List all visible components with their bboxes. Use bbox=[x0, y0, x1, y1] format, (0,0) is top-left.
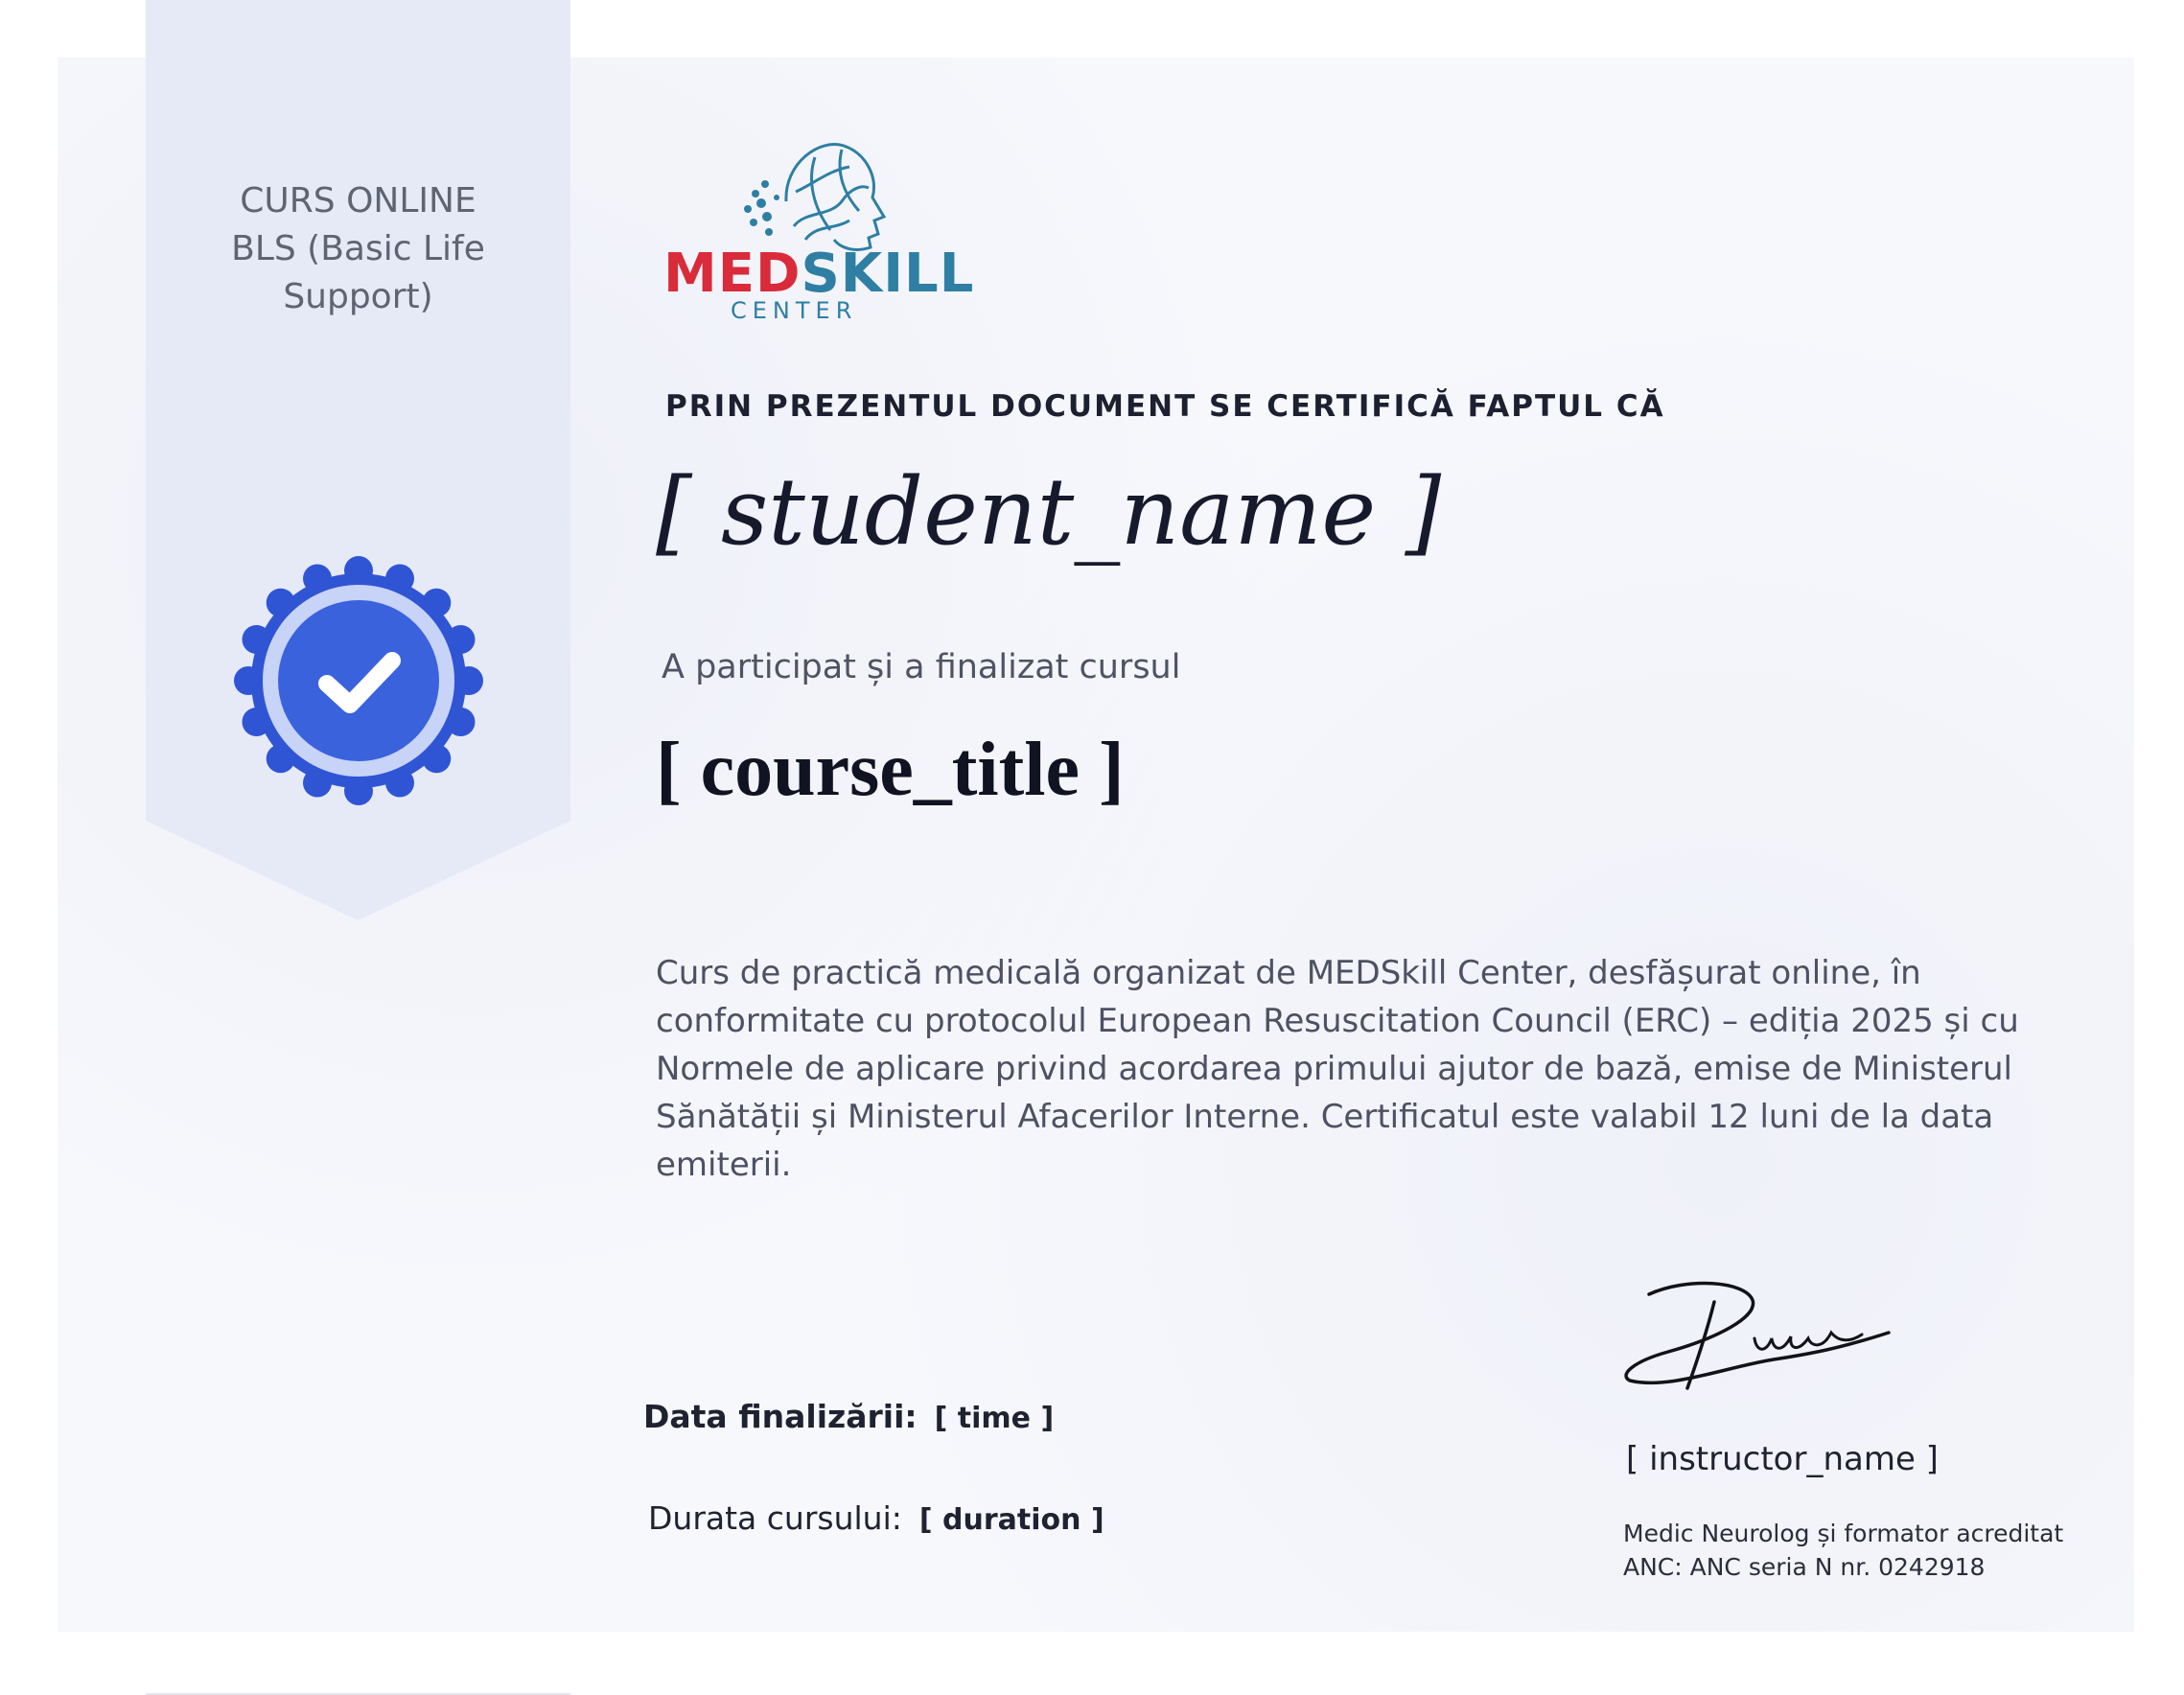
course-duration-row bbox=[648, 1499, 1104, 1537]
completion-date-value: [ time ] bbox=[934, 1402, 1055, 1435]
instructor-credentials-line1: Medic Neurolog și formator acreditat bbox=[1623, 1520, 2064, 1547]
instructor-credentials bbox=[1623, 1517, 2063, 1584]
completion-date-row bbox=[643, 1398, 1054, 1435]
course-duration-label: Durata cursului: bbox=[648, 1499, 902, 1537]
instructor-name: [ instructor_name ] bbox=[1626, 1440, 1939, 1478]
course-duration-value: [ duration ] bbox=[918, 1503, 1104, 1537]
brand-wordmark-blue: SKILL bbox=[801, 243, 975, 305]
instructor-credentials-line2: ANC: ANC seria N nr. 0242918 bbox=[1623, 1553, 1986, 1581]
student-name: [ student_name ] bbox=[656, 458, 1442, 566]
completion-date-label: Data finalizării: bbox=[643, 1398, 918, 1435]
course-description: Curs de practică medicală organizat de MEDSkill Center, desfășurat online, în conformitate cu protocolul European Resuscitation Council (ERC) – ediția 2025 și cu Normele de aplicare privind acordarea primului ajutor de bază, emise de Ministerul Sănătății și Ministerul Afacerilor Interne. Certificatul este valabil 12 luni de la data emiterii. bbox=[656, 954, 2019, 1184]
certificate-intro: PRIN PREZENTUL DOCUMENT SE CERTIFICĂ FAPTUL CĂ bbox=[665, 389, 1665, 424]
participation-statement: A participat și a finalizat cursul bbox=[662, 648, 1181, 686]
verified-seal-icon bbox=[231, 553, 486, 808]
brand-subtitle: CENTER bbox=[731, 297, 858, 324]
brand-wordmark bbox=[663, 245, 974, 303]
ribbon-course-label: CURS ONLINE BLS (Basic Life Support) bbox=[231, 181, 485, 316]
course-title: [ course_title ] bbox=[656, 728, 1125, 812]
instructor-signature bbox=[1611, 1275, 1927, 1400]
brand-wordmark-red: MED bbox=[663, 243, 802, 305]
